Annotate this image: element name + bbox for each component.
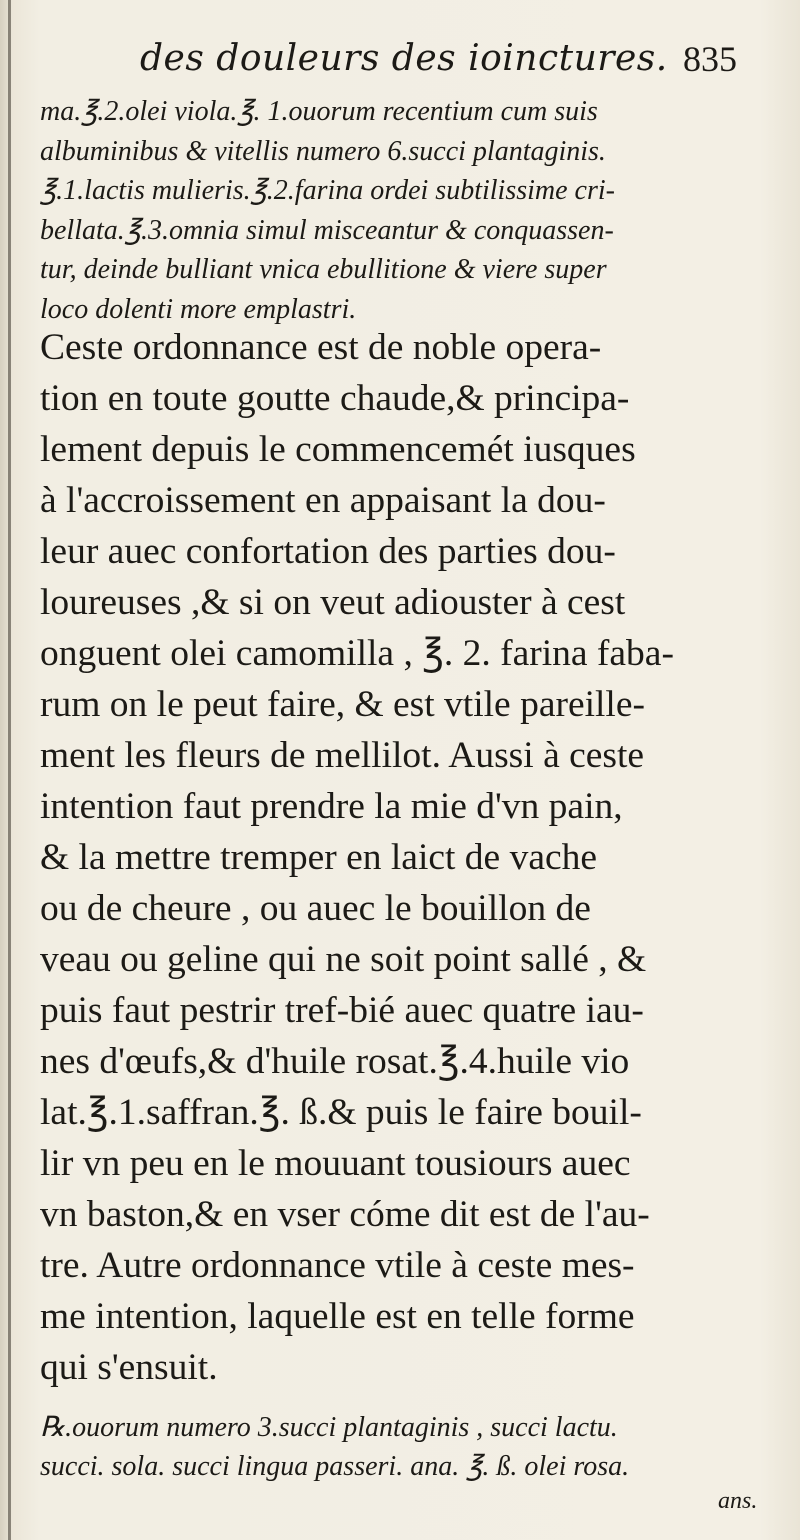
text-line: veau ou geline qui ne soit point sallé , & — [40, 939, 647, 980]
text-line: onguent olei camomilla , ℥. 2. farina faba- — [40, 633, 674, 674]
text-line: Ceste ordonnance est de noble opera- — [40, 327, 602, 368]
text-line: leur auec confortation des parties dou- — [40, 531, 616, 572]
recipe-line: albuminibus & vitellis numero 6.succi plantaginis. — [40, 135, 606, 167]
text-line: intention faut prendre la mie d'vn pain, — [40, 786, 623, 827]
recipe-line: tur, deinde bulliant vnica ebullitione & viere super — [40, 254, 607, 285]
body-paragraph — [40, 322, 790, 1393]
text-line: puis faut pestrir tref-bié auec quatre iau- — [40, 990, 644, 1031]
recipe-line: ℥.1.lactis mulieris.℥.2.farina ordei subtilissime cri- — [40, 175, 615, 206]
recipe-line: succi. sola. succi lingua passeri. ana. ℥. ß. olei rosa. — [40, 1451, 630, 1482]
text-line: tre. Autre ordonnance vtile à ceste mes- — [40, 1245, 635, 1286]
recipe-block-top — [40, 92, 780, 329]
text-line: & la mettre tremper en laict de vache — [40, 837, 598, 878]
page-number: 835 — [683, 39, 737, 79]
text-line: nes d'œufs,& d'huile rosat.℥.4.huile vio — [40, 1041, 630, 1082]
recipe-line: bellata.℥.3.omnia simul misceantur & conquassen- — [40, 214, 614, 246]
text-line: tion en toute goutte chaude,& principa- — [40, 378, 630, 419]
text-line: lir vn peu en le mouuant tousiours auec — [40, 1143, 631, 1184]
text-line: qui s'ensuit. — [40, 1347, 218, 1388]
recipe-line: loco dolenti more emplastri. — [40, 293, 357, 325]
recipe-line: ℞.ouorum numero 3.succi plantaginis , succi lactu. — [40, 1412, 618, 1443]
recipe-line: ma.℥.2.olei viola.℥. 1.ouorum recentium cum suis — [40, 96, 598, 127]
text-line: ment les fleurs de mellilot. Aussi à ceste — [40, 735, 645, 776]
text-line: rum on le peut faire, & est vtile pareille- — [40, 684, 645, 725]
text-line: ou de cheure , ou auec le bouillon de — [40, 888, 591, 929]
text-line: lat.℥.1.saffran.℥. ß.& puis le faire bouil- — [40, 1092, 642, 1133]
catchword: ans. — [718, 1488, 758, 1514]
text-line: me intention, laquelle est en telle forme — [40, 1296, 635, 1337]
text-line: lement depuis le commencemét iusques — [40, 429, 636, 470]
running-title: des douleurs des ioinctures. — [140, 38, 668, 79]
recipe-block-bottom — [40, 1408, 780, 1486]
text-line: loureuses ,& si on veut adiouster à cest — [40, 582, 626, 623]
gutter-shadow — [8, 0, 11, 1540]
page-header — [0, 38, 800, 88]
text-line: vn baston,& en vser cóme dit est de l'au- — [40, 1194, 650, 1235]
text-line: à l'accroissement en appaisant la dou- — [40, 480, 606, 521]
